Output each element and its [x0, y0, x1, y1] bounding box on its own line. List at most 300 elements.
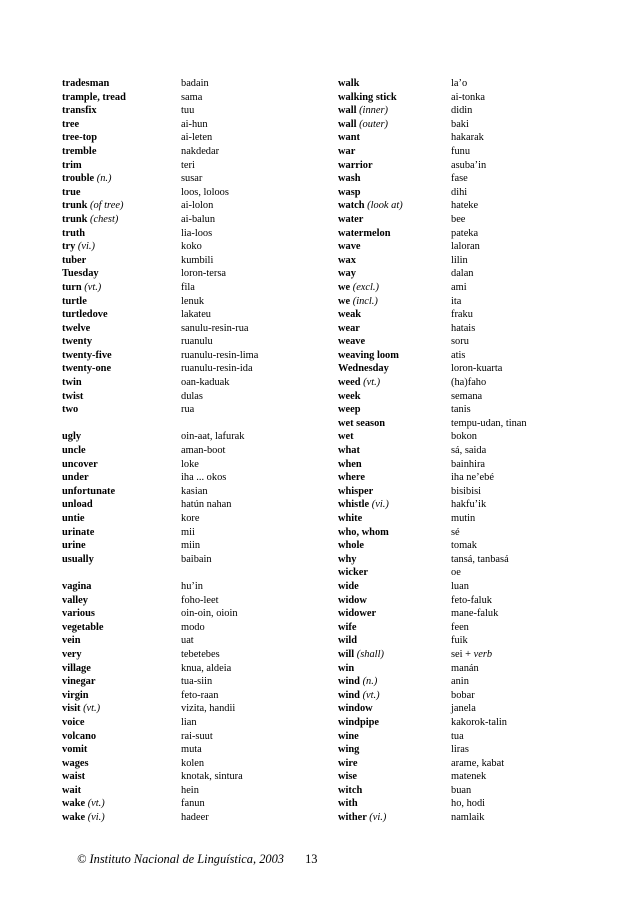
dictionary-entry — [338, 118, 588, 132]
tetum-translation: fuik — [451, 635, 468, 647]
english-headword: wave — [338, 241, 361, 253]
dictionary-entry — [62, 526, 312, 540]
dictionary-entry — [62, 172, 312, 186]
dictionary-entry — [338, 240, 588, 254]
dictionary-entry — [338, 213, 588, 227]
tetum-translation: pateka — [451, 227, 479, 239]
tetum-translation: dihi — [451, 186, 468, 198]
english-headword: wicker — [338, 567, 369, 579]
tetum-translation: ai-tonka — [451, 91, 486, 103]
dictionary-entry — [62, 471, 312, 485]
dictionary-entry — [62, 675, 312, 689]
grammar-note: (incl.) — [352, 295, 378, 307]
tetum-translation: semana — [451, 390, 483, 402]
tetum-translation: anin — [451, 676, 469, 688]
dictionary-entry — [338, 335, 588, 349]
tetum-translation: ami — [451, 281, 467, 293]
dictionary-entry — [338, 811, 588, 825]
english-headword: unload — [62, 499, 93, 511]
grammar-note: (vt.) — [362, 689, 380, 701]
tetum-translation: sá, saida — [451, 445, 487, 457]
tetum-translation: hatais — [451, 322, 476, 334]
grammar-note: (inner) — [359, 105, 388, 117]
tetum-translation: ai-balun — [181, 213, 216, 225]
tetum-translation: tomak — [451, 540, 477, 552]
english-headword: witch — [338, 784, 363, 796]
dictionary-entry — [338, 566, 588, 580]
english-headword: tree — [62, 118, 80, 130]
tetum-translation: ruanulu-resin-lima — [181, 349, 259, 361]
tetum-translation: feto-faluk — [451, 594, 492, 606]
tetum-translation: hakarak — [451, 132, 484, 144]
dictionary-entry — [338, 539, 588, 553]
dictionary-entry — [62, 634, 312, 648]
english-headword: trunk (of tree) — [62, 200, 124, 212]
tetum-translation: knotak, sintura — [181, 771, 243, 783]
tetum-translation: sei + verb — [451, 648, 493, 660]
english-headword: turtle — [62, 295, 87, 307]
english-headword: twelve — [62, 322, 91, 334]
dictionary-entry — [62, 662, 312, 676]
dictionary-entry — [338, 145, 588, 159]
english-headword: wake (vt.) — [62, 798, 105, 810]
english-headword: trim — [62, 159, 82, 171]
dictionary-entry — [338, 131, 588, 145]
english-headword: wasp — [338, 186, 361, 198]
grammar-note: (vt.) — [363, 377, 381, 389]
english-headword: vinegar — [62, 676, 96, 688]
tetum-translation: oan-kaduak — [181, 377, 230, 389]
english-headword: unfortunate — [62, 485, 116, 497]
english-headword: true — [62, 186, 81, 198]
tetum-translation: koko — [181, 241, 202, 253]
dictionary-entry — [338, 675, 588, 689]
english-headword: war — [338, 145, 356, 157]
tetum-translation: kakorok-talin — [451, 716, 507, 728]
english-headword: weed (vt.) — [338, 377, 381, 389]
tetum-translation: ruanulu-resin-ida — [181, 363, 253, 375]
tetum-translation: dalan — [451, 268, 474, 280]
tetum-translation: loos, loloos — [181, 186, 229, 198]
dictionary-entry — [62, 757, 312, 771]
tetum-translation: oin-aat, lafurak — [181, 431, 245, 443]
english-headword: whole — [338, 540, 364, 552]
grammar-note: (excl.) — [352, 281, 379, 293]
tetum-translation: ai-hun — [181, 118, 208, 130]
grammar-note: (vi.) — [87, 812, 105, 824]
dictionary-entry — [62, 159, 312, 173]
english-headword: twenty-five — [62, 349, 112, 361]
english-headword: water — [338, 213, 364, 225]
english-headword: twenty — [62, 336, 93, 348]
tetum-translation: rai-suut — [181, 730, 213, 742]
tetum-translation: ita — [451, 295, 462, 307]
dictionary-entry — [62, 702, 312, 716]
english-headword: wake (vi.) — [62, 812, 105, 824]
english-headword: truth — [62, 227, 86, 239]
english-headword: win — [338, 662, 355, 674]
tetum-translation: vizita, handii — [181, 703, 236, 715]
translation-note: verb — [473, 648, 493, 660]
tetum-translation: tua-siin — [181, 676, 213, 688]
english-headword: walking stick — [338, 91, 397, 103]
english-headword: who, whom — [338, 526, 389, 538]
copyright-notice: © Instituto Nacional de Linguística, 2003 — [77, 852, 284, 866]
tetum-translation: kore — [181, 513, 200, 524]
tetum-translation: hadeer — [181, 812, 209, 824]
tetum-translation: funu — [451, 145, 471, 157]
english-headword: vomit — [62, 744, 88, 756]
dictionary-entry — [62, 267, 312, 281]
grammar-note: (n.) — [362, 676, 378, 688]
tetum-translation: feto-raan — [181, 689, 219, 701]
tetum-translation: aman-boot — [181, 445, 226, 457]
dictionary-entry — [338, 308, 588, 322]
grammar-note: (vi.) — [77, 241, 95, 253]
english-headword: widower — [338, 608, 377, 620]
tetum-translation: matenek — [451, 771, 487, 783]
dictionary-entry — [338, 104, 588, 118]
english-headword: uncle — [62, 445, 86, 457]
dictionary-entry — [338, 91, 588, 105]
dictionary-entry — [338, 607, 588, 621]
english-headword: untie — [62, 513, 85, 524]
dictionary-entry — [338, 485, 588, 499]
dictionary-entry — [338, 716, 588, 730]
dictionary-entry — [62, 295, 312, 309]
dictionary-entry — [338, 417, 588, 431]
tetum-translation: fila — [181, 281, 195, 293]
dictionary-entry — [62, 485, 312, 499]
tetum-translation: hateke — [451, 200, 479, 212]
english-headword: under — [62, 472, 89, 484]
tetum-translation: bisibisi — [451, 485, 482, 497]
dictionary-entry — [338, 553, 588, 567]
tetum-translation: loron-tersa — [181, 268, 227, 280]
english-headword: uncover — [62, 458, 98, 470]
english-headword: will (shall) — [338, 648, 384, 660]
english-headword: watch (look at) — [338, 200, 403, 212]
right-column — [338, 77, 588, 825]
english-headword: virgin — [62, 689, 89, 701]
dictionary-entry — [62, 118, 312, 132]
dictionary-entry — [62, 213, 312, 227]
tetum-translation: fanun — [181, 798, 205, 810]
tetum-translation: manán — [451, 662, 479, 674]
english-headword: wife — [338, 621, 357, 633]
dictionary-entry — [338, 621, 588, 635]
english-headword: tradesman — [62, 78, 110, 89]
english-headword: vegetable — [62, 621, 104, 633]
english-headword: wall (inner) — [338, 105, 388, 117]
dictionary-entry — [62, 770, 312, 784]
dictionary-entry — [62, 335, 312, 349]
english-headword: trunk (chest) — [62, 213, 119, 225]
dictionary-entry — [62, 104, 312, 118]
dictionary-entry — [62, 227, 312, 241]
spacer — [62, 566, 312, 580]
tetum-translation: rua — [181, 404, 195, 416]
english-headword: whisper — [338, 485, 374, 497]
tetum-translation: tanis — [451, 404, 471, 416]
dictionary-entry — [338, 295, 588, 309]
tetum-translation: ai-lolon — [181, 200, 214, 212]
dictionary-entry — [62, 689, 312, 703]
tetum-translation: loke — [181, 458, 199, 470]
dictionary-entry — [62, 77, 312, 91]
dictionary-entry — [62, 131, 312, 145]
tetum-translation: hein — [181, 784, 199, 796]
dictionary-entry — [338, 254, 588, 268]
tetum-translation: fase — [451, 173, 468, 185]
tetum-translation: oin-oin, oioin — [181, 608, 238, 620]
tetum-translation: teri — [181, 159, 195, 171]
dictionary-entry — [338, 430, 588, 444]
tetum-translation: didin — [451, 105, 473, 117]
dictionary-entry — [62, 376, 312, 390]
dictionary-entry — [338, 267, 588, 281]
english-headword: why — [338, 553, 357, 565]
tetum-translation: bobar — [451, 689, 475, 701]
tetum-translation: lenuk — [181, 295, 205, 307]
english-headword: try (vi.) — [62, 241, 95, 253]
dictionary-entry — [338, 784, 588, 798]
grammar-note: (n.) — [96, 173, 112, 185]
tetum-translation: sé — [451, 526, 460, 538]
dictionary-entry — [62, 91, 312, 105]
dictionary-entry — [62, 539, 312, 553]
tetum-translation: hatún nahan — [181, 499, 232, 511]
dictionary-entry — [338, 322, 588, 336]
tetum-translation: namlaik — [451, 812, 485, 824]
dictionary-entry — [338, 689, 588, 703]
tetum-translation: hakfu’ik — [451, 499, 487, 511]
english-headword: wear — [338, 322, 360, 334]
dictionary-entry — [62, 145, 312, 159]
dictionary-entry — [338, 662, 588, 676]
tetum-translation: badain — [181, 78, 209, 89]
dictionary-entry — [338, 580, 588, 594]
english-headword: where — [338, 472, 365, 484]
tetum-translation: feen — [451, 621, 469, 633]
english-headword: transfix — [62, 105, 97, 117]
dictionary-entry — [338, 444, 588, 458]
dictionary-entry — [62, 281, 312, 295]
tetum-translation: bee — [451, 213, 466, 225]
tetum-translation: bainhira — [451, 458, 486, 470]
dictionary-entry — [62, 362, 312, 376]
tetum-translation: modo — [181, 621, 205, 633]
tetum-translation: loron-kuarta — [451, 363, 503, 375]
tetum-translation: lilin — [451, 254, 468, 266]
english-headword: wax — [338, 254, 356, 266]
dictionary-entry — [338, 648, 588, 662]
dictionary-entry — [62, 199, 312, 213]
dictionary-entry — [338, 362, 588, 376]
tetum-translation: soru — [451, 336, 469, 348]
tetum-translation: ruanulu — [181, 336, 213, 348]
dictionary-entry — [62, 498, 312, 512]
tetum-translation: nakdedar — [181, 145, 220, 157]
english-headword: twist — [62, 390, 84, 402]
english-headword: voice — [62, 716, 85, 728]
tetum-translation: luan — [451, 580, 469, 592]
page-number: 13 — [305, 852, 318, 866]
english-headword: turtledove — [62, 309, 108, 321]
english-headword: very — [62, 648, 82, 660]
english-headword: wild — [338, 635, 358, 647]
grammar-note: (vt.) — [84, 281, 102, 293]
tetum-translation: tempu-udan, tinan — [451, 417, 527, 429]
grammar-note: (vi.) — [369, 812, 387, 824]
tetum-translation: mii — [181, 526, 195, 538]
tetum-translation: buan — [451, 784, 472, 796]
dictionary-entry — [62, 621, 312, 635]
english-headword: weak — [338, 309, 362, 321]
english-headword: windpipe — [338, 716, 380, 728]
english-headword: visit (vt.) — [62, 703, 101, 715]
dictionary-entry — [62, 716, 312, 730]
tetum-translation: iha ... okos — [181, 472, 227, 484]
english-headword: whistle (vi.) — [338, 499, 389, 511]
english-headword: when — [338, 458, 362, 470]
tetum-translation: tuu — [181, 105, 195, 117]
dictionary-entry — [62, 240, 312, 254]
english-headword: white — [338, 513, 363, 524]
english-headword: want — [338, 132, 360, 144]
tetum-translation: bokon — [451, 431, 477, 443]
dictionary-entry — [62, 390, 312, 404]
dictionary-entry — [62, 730, 312, 744]
tetum-translation: sama — [181, 91, 203, 103]
english-headword: way — [338, 268, 356, 280]
dictionary-entry — [338, 743, 588, 757]
grammar-note: (look at) — [367, 200, 403, 212]
page-footer — [77, 852, 317, 867]
english-headword: wind (n.) — [338, 676, 378, 688]
grammar-note: (vt.) — [87, 798, 105, 810]
dictionary-entry — [338, 376, 588, 390]
tetum-translation: baibain — [181, 553, 212, 565]
tetum-translation: kumbili — [181, 254, 214, 266]
dictionary-entry — [338, 512, 588, 526]
english-headword: twenty-one — [62, 363, 112, 375]
tetum-translation: (ha)faho — [451, 377, 487, 389]
tetum-translation: asuba’in — [451, 159, 487, 171]
tetum-translation: kasian — [181, 485, 208, 497]
tetum-translation: muta — [181, 744, 202, 756]
tetum-translation: la’o — [451, 78, 468, 89]
grammar-note: (chest) — [90, 213, 119, 225]
english-headword: volcano — [62, 730, 97, 742]
dictionary-entry — [62, 403, 312, 417]
english-headword: we (excl.) — [338, 281, 379, 293]
dictionary-entry — [62, 648, 312, 662]
english-headword: vagina — [62, 580, 92, 592]
tetum-translation: ho, hodi — [451, 798, 486, 810]
dictionary-entry — [338, 77, 588, 91]
tetum-translation: foho-leet — [181, 594, 219, 606]
tetum-translation: liras — [451, 744, 469, 756]
dictionary-entry — [338, 770, 588, 784]
dictionary-entry — [62, 308, 312, 322]
english-headword: Tuesday — [62, 268, 99, 280]
grammar-note: (outer) — [359, 118, 388, 130]
dictionary-entry — [338, 730, 588, 744]
english-headword: weep — [338, 404, 361, 416]
english-headword: twin — [62, 377, 82, 389]
tetum-translation: sanulu-resin-rua — [181, 322, 249, 334]
english-headword: tuber — [62, 254, 87, 266]
dictionary-entry — [62, 743, 312, 757]
dictionary-entry — [338, 458, 588, 472]
dictionary-entry — [338, 227, 588, 241]
dictionary-entry — [338, 159, 588, 173]
dictionary-entry — [62, 553, 312, 567]
english-headword: watermelon — [338, 227, 391, 239]
english-headword: wing — [338, 744, 360, 756]
english-headword: trouble (n.) — [62, 173, 112, 185]
tetum-translation: laloran — [451, 241, 480, 253]
tetum-translation: iha ne’ebé — [451, 472, 494, 484]
dictionary-entry — [62, 580, 312, 594]
left-column — [62, 77, 312, 825]
english-headword: wall (outer) — [338, 118, 388, 130]
dictionary-entry — [338, 797, 588, 811]
english-headword: wet season — [338, 417, 386, 429]
english-headword: walk — [338, 78, 360, 89]
tetum-translation: janela — [451, 703, 476, 715]
dictionary-entry — [338, 186, 588, 200]
dictionary-entry — [338, 757, 588, 771]
english-headword: urine — [62, 540, 86, 552]
english-headword: wait — [62, 784, 82, 796]
english-headword: urinate — [62, 526, 95, 538]
tetum-translation: tansá, tanbasá — [451, 553, 509, 565]
english-headword: wide — [338, 580, 359, 592]
grammar-note: (vi.) — [371, 499, 389, 511]
tetum-translation: oe — [451, 567, 461, 579]
english-headword: wine — [338, 730, 359, 742]
english-headword: trample, tread — [62, 91, 126, 103]
english-headword: Wednesday — [338, 363, 389, 375]
dictionary-entry — [338, 702, 588, 716]
dictionary-entry — [62, 430, 312, 444]
dictionary-entry — [62, 186, 312, 200]
english-headword: waist — [62, 771, 86, 783]
english-headword: weaving loom — [338, 349, 399, 361]
dictionary-entry — [62, 797, 312, 811]
english-headword: valley — [62, 594, 88, 606]
tetum-translation: knua, aldeia — [181, 662, 232, 674]
dictionary-entry — [62, 458, 312, 472]
tetum-translation: mane-faluk — [451, 608, 499, 620]
dictionary-entry — [62, 512, 312, 526]
english-headword: usually — [62, 553, 94, 565]
tetum-translation: hu’in — [181, 580, 203, 592]
english-headword: wise — [338, 771, 358, 783]
spacer — [62, 417, 312, 431]
tetum-translation: arame, kabat — [451, 757, 505, 769]
english-headword: weave — [338, 336, 366, 348]
dictionary-entry — [338, 526, 588, 540]
dictionary-entry — [62, 254, 312, 268]
dictionary-entry — [338, 403, 588, 417]
english-headword: ugly — [62, 431, 82, 443]
dictionary-entry — [62, 444, 312, 458]
tetum-translation: kolen — [181, 757, 205, 769]
dictionary-entry — [338, 349, 588, 363]
